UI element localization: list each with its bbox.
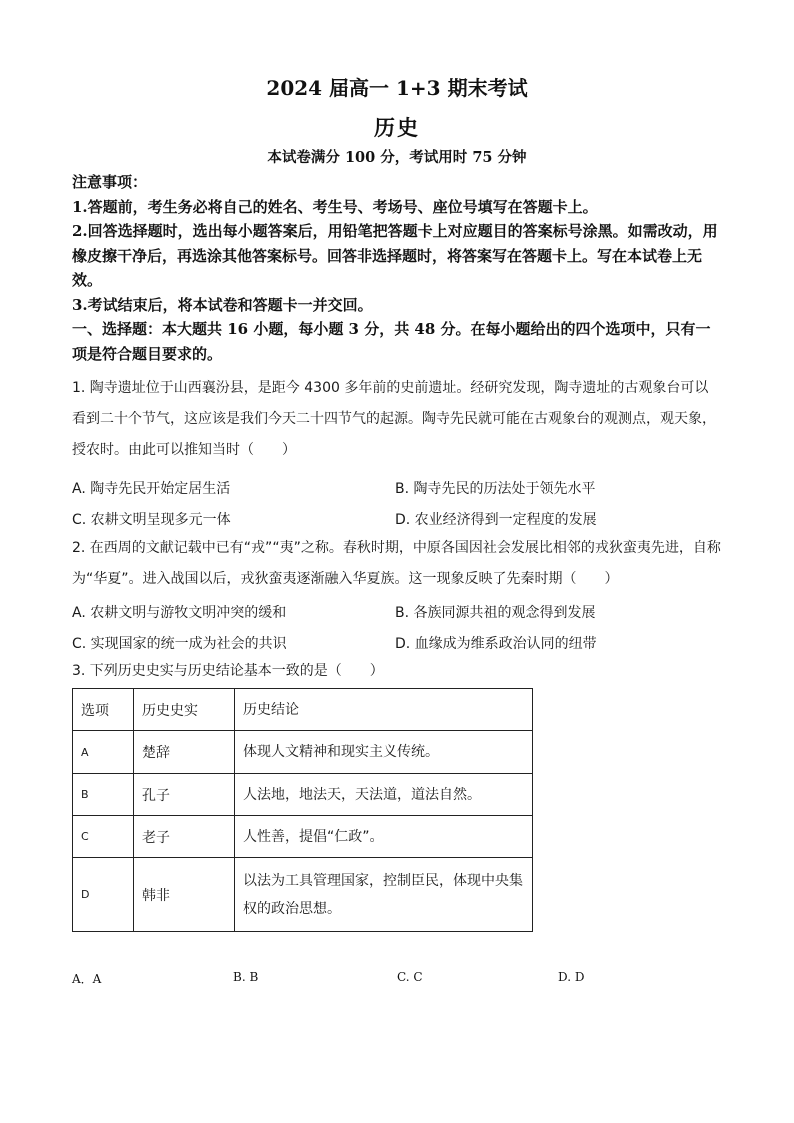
question-2-option-b[interactable]: B. 各族同源共祖的观念得到发展	[395, 605, 596, 621]
table-header-cell: 历史结论	[235, 689, 533, 731]
question-2-option-d[interactable]: D. 血缘成为维系政治认同的纽带	[395, 636, 597, 652]
exam-info: 本试卷满分 100 分，考试用时 75 分钟	[267, 149, 527, 166]
table-cell-option: A	[73, 731, 134, 774]
table-cell-fact: 老子	[134, 816, 235, 858]
question-1-option-c[interactable]: C. 农耕文明呈现多元一体	[72, 512, 231, 528]
table-header-cell: 选项	[73, 689, 134, 731]
question-3-option-d[interactable]: D. D	[558, 970, 585, 984]
question-3-option-a[interactable]: A．A	[72, 972, 102, 986]
question-2-stem: 2. 在西周的文献记载中已有“戎”“夷”之称。春秋时期，中原各国因社会发展比相邻的戎狄蛮夷先进，自称为“华夏”。进入战国以后，戎狄蛮夷逐渐融入华夏族。这一现象反映了先秦时期（ ）	[72, 540, 721, 587]
table-header-row	[73, 689, 533, 731]
notice-block	[72, 170, 722, 317]
table-cell-conclusion: 以法为工具管理国家，控制臣民，体现中央集权的政治思想。	[235, 858, 533, 932]
question-3-stem: 3. 下列历史史实与历史结论基本一致的是（ ）	[72, 663, 384, 679]
notice-item: 2.回答选择题时，选出每小题答案后，用铅笔把答题卡上对应题目的答案标号涂黑。如需改动，用橡皮擦干净后，再选涂其他答案标号。回答非选择题时，将答案写在答题卡上。写在本试卷上无效。	[72, 222, 718, 289]
table-cell-conclusion: 人性善，提倡“仁政”。	[235, 816, 533, 858]
exam-subject: 历史	[374, 115, 420, 140]
table-cell-option: D	[73, 858, 134, 932]
table-row	[73, 858, 533, 932]
question-1-option-b[interactable]: B. 陶寺先民的历法处于领先水平	[395, 481, 596, 497]
table-cell-option: C	[73, 816, 134, 858]
table-cell-conclusion: 人法地，地法天，天法道，道法自然。	[235, 774, 533, 816]
exam-title: 2024 届高一 1+3 期末考试	[266, 76, 528, 100]
table-row	[73, 731, 533, 774]
question-3-option-c[interactable]: C. C	[397, 970, 423, 984]
question-3-option-b[interactable]: B. B	[233, 970, 259, 984]
notice-item: 3.考试结束后，将本试卷和答题卡一并交回。	[72, 295, 373, 314]
notice-item: 1.答题前，考生务必将自己的姓名、考生号、考场号、座位号填写在答题卡上。	[72, 197, 598, 216]
table-row	[73, 816, 533, 858]
question-3-table	[72, 688, 533, 932]
question-2-option-c[interactable]: C. 实现国家的统一成为社会的共识	[72, 636, 287, 652]
question-2-option-a[interactable]: A. 农耕文明与游牧文明冲突的缓和	[72, 605, 287, 621]
table-cell-fact: 韩非	[134, 858, 235, 932]
table-cell-conclusion: 体现人文精神和现实主义传统。	[235, 731, 533, 774]
notice-heading: 注意事项：	[72, 173, 148, 191]
table-cell-fact: 楚辞	[134, 731, 235, 774]
table-header-cell: 历史史实	[134, 689, 235, 731]
section-heading: 一、选择题：本大题共 16 小题，每小题 3 分，共 48 分。在每小题给出的四个选项中，只有一项是符合题目要求的。	[72, 320, 711, 363]
question-1-stem: 1. 陶寺遗址位于山西襄汾县，是距今 4300 多年前的史前遗址。经研究发现，陶寺遗址的古观象台可以看到二十个节气，这应该是我们今天二十四节气的起源。陶寺先民就可能在古观象台的观测点，观天象，授农时。由此可以推知当时（ ）	[72, 380, 716, 458]
table-cell-fact: 孔子	[134, 774, 235, 816]
table-cell-option: B	[73, 774, 134, 816]
question-1-option-d[interactable]: D. 农业经济得到一定程度的发展	[395, 512, 597, 528]
question-1-option-a[interactable]: A. 陶寺先民开始定居生活	[72, 481, 231, 497]
table-row	[73, 774, 533, 816]
